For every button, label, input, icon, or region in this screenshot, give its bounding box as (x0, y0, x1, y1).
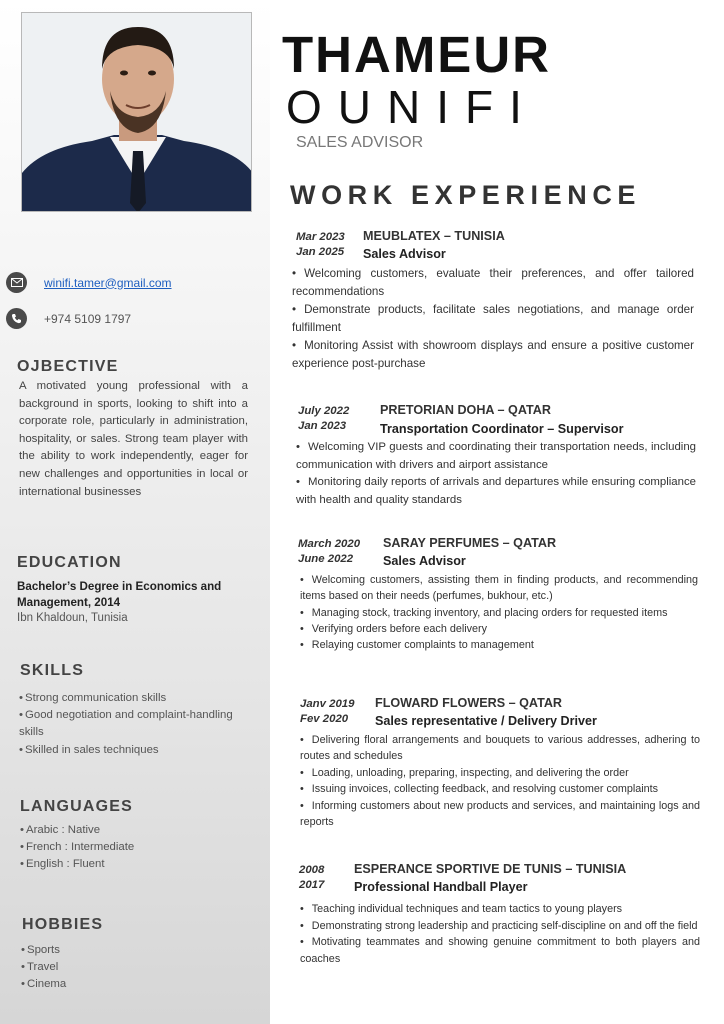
job-bullet: • Welcoming customers, assisting them in finding products, and recommending items based on their needs (perfumes, bukhour, etc.) (300, 572, 698, 605)
job-bullets (292, 265, 694, 373)
job-company: PRETORIAN DOHA – QATAR (380, 403, 551, 417)
job-bullet: • Monitoring Assist with showroom displays and ensure a positive customer experience post-purchase (292, 337, 694, 373)
job-role: Sales Advisor (363, 247, 446, 261)
job-bullet: • Managing stock, tracking inventory, and placing orders for requested items (300, 605, 698, 621)
job-bullets (300, 572, 698, 653)
envelope-icon (6, 272, 27, 293)
job-bullet: • Verifying orders before each delivery (300, 621, 698, 637)
last-name: OUNIFI (286, 81, 538, 133)
job-bullet: • Informing customers about new products and services, and maintaining logs and reports (300, 798, 700, 831)
hobbies-heading: HOBBIES (22, 916, 104, 933)
skill-item: • Skilled in sales techniques (19, 742, 234, 759)
job-bullet: • Welcoming customers, evaluate their preferences, and offer tailored recommendations (292, 265, 694, 301)
job-end-date: June 2022 (298, 553, 354, 565)
job-bullet: • Issuing invoices, collecting feedback, and resolving customer complaints (300, 781, 700, 797)
job-start-date: 2008 (299, 864, 325, 876)
job-end-date: 2017 (299, 879, 325, 891)
job-bullet: • Teaching individual techniques and team tactics to young players (300, 901, 700, 918)
job-start-date: March 2020 (298, 538, 361, 550)
objective-heading: OJBECTIVE (17, 358, 119, 375)
job-company: SARAY PERFUMES – QATAR (383, 536, 557, 550)
job-role: Sales representative / Delivery Driver (375, 714, 597, 728)
skill-item: • Good negotiation and complaint-handling skills (19, 707, 234, 741)
education-school: Ibn Khaldoun, Tunisia (17, 612, 128, 624)
hobby-item: • Sports (21, 942, 221, 959)
job-end-date: Fev 2020 (300, 713, 349, 725)
education-degree: Bachelor’s Degree in Economics and Management, 2014 (17, 580, 222, 609)
phone-number: +974 5109 1797 (44, 311, 132, 326)
email-contact (6, 272, 172, 293)
job-bullet: • Welcoming VIP guests and coordinating their transportation needs, including communication with drivers and airport assistance (296, 439, 696, 474)
phone-contact (6, 308, 131, 329)
job-role: Sales Advisor (383, 554, 466, 568)
languages-heading: LANGUAGES (20, 798, 134, 815)
education-heading: EDUCATION (17, 554, 122, 571)
skills-heading: SKILLS (20, 662, 85, 679)
job-end-date: Jan 2025 (296, 246, 345, 258)
job-bullet: • Motivating teammates and showing genuine commitment to both players and coaches (300, 934, 700, 967)
job-bullet: • Demonstrate products, facilitate sales negotiations, and manage order fulfillment (292, 301, 694, 337)
job-end-date: Jan 2023 (298, 420, 347, 432)
language-item: • English : Fluent (20, 856, 240, 873)
work-experience-heading: WORK EXPERIENCE (290, 180, 642, 210)
skills-list (19, 690, 234, 759)
hobby-item: • Cinema (21, 976, 221, 993)
language-item: • French : Intermediate (20, 839, 240, 856)
job-start-date: Mar 2023 (296, 231, 345, 243)
profile-photo (21, 12, 252, 212)
email-link[interactable]: winifi.tamer@gmail.com (44, 275, 172, 290)
job-bullets (296, 439, 696, 509)
objective-text: A motivated young professional with a background in sports, looking to shift into a corporate role, particularly in administration, hospitality, or sales. Strong team player with the ability to work independently, eager for new challenges and opportunities in local or international businesses (19, 380, 248, 498)
job-start-date: July 2022 (298, 405, 350, 417)
job-company: ESPERANCE SPORTIVE DE TUNIS – TUNISIA (354, 862, 627, 876)
first-name: THAMEUR (282, 26, 551, 83)
skill-item: • Strong communication skills (19, 690, 234, 707)
job-bullet: • Loading, unloading, preparing, inspecting, and delivering the order (300, 765, 700, 781)
job-bullets (300, 901, 700, 967)
job-start-date: Janv 2019 (300, 698, 355, 710)
job-bullet: • Delivering floral arrangements and bouquets to various addresses, adhering to routes and schedules (300, 732, 700, 765)
hobbies-list (21, 942, 221, 994)
job-bullet: • Relaying customer complaints to management (300, 637, 698, 653)
language-item: • Arabic : Native (20, 822, 240, 839)
job-bullets (300, 732, 700, 830)
hobby-item: • Travel (21, 959, 221, 976)
languages-list (20, 822, 240, 874)
job-title: SALES ADVISOR (296, 134, 424, 151)
phone-icon (6, 308, 27, 329)
job-bullet: • Monitoring daily reports of arrivals and departures while ensuring compliance with health and quality standards (296, 474, 696, 509)
job-bullet: • Demonstrating strong leadership and practicing self-discipline on and off the field (300, 918, 700, 935)
job-role: Transportation Coordinator – Supervisor (380, 422, 624, 436)
job-company: FLOWARD FLOWERS – QATAR (375, 696, 563, 710)
job-company: MEUBLATEX – TUNISIA (363, 229, 505, 243)
job-role: Professional Handball Player (354, 880, 528, 894)
